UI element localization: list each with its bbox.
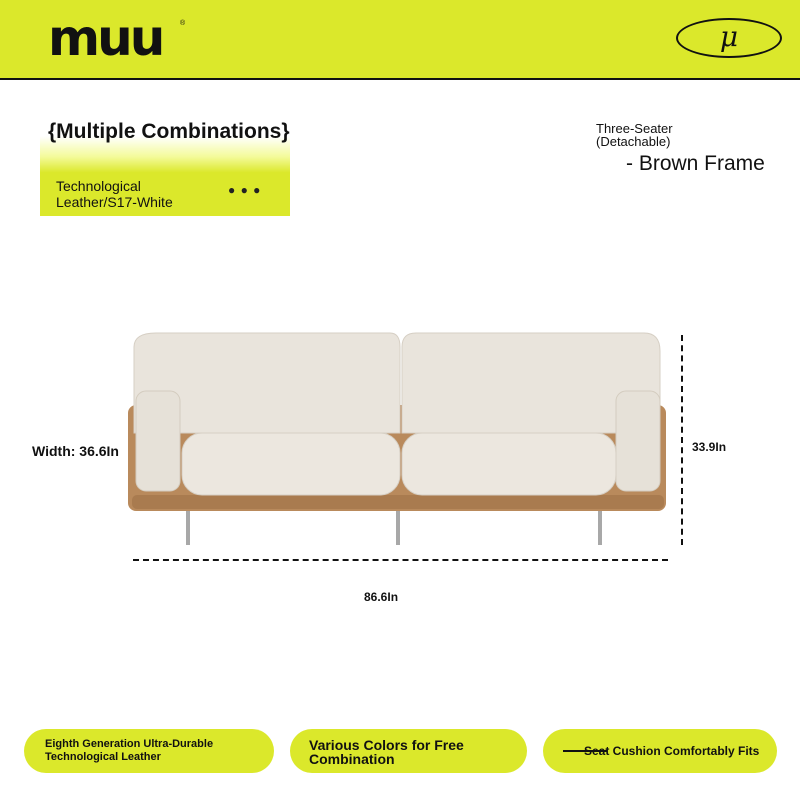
- sofa-image: [120, 325, 680, 550]
- feature-text: Eighth Generation Ultra-Durable Technological Leather: [45, 738, 214, 763]
- feature-text: Seat Cushion Comfortably Fits: [584, 744, 760, 758]
- combinations-title: {Multiple Combinations}: [48, 120, 290, 143]
- frame-label: - Brown Frame: [626, 152, 765, 175]
- material-label: Technological Leather/S17-White: [56, 178, 173, 210]
- feature-pill-seat-cushion[interactable]: [543, 729, 777, 773]
- brand-logo[interactable]: muu: [48, 9, 163, 67]
- feature-pill-durable-leather[interactable]: [24, 729, 274, 773]
- swatch-dots-icon: ● ● ●: [228, 183, 262, 197]
- strike-line: [563, 750, 607, 752]
- height-dimension-line: [681, 335, 683, 545]
- height-dimension-label: 33.9In: [692, 440, 727, 454]
- configuration-label: Three-Seater (Detachable): [596, 121, 673, 149]
- registered-mark: ®: [180, 20, 186, 27]
- length-dimension-line: [133, 559, 668, 561]
- length-dimension-label: 86.6In: [364, 590, 399, 604]
- mu-badge-icon[interactable]: μ: [676, 18, 782, 58]
- header-bar: [0, 0, 800, 80]
- width-dimension-label: Width: 36.6In: [32, 443, 119, 459]
- feature-pill-colors[interactable]: [290, 729, 527, 773]
- feature-text: Various Colors for Free Combination: [309, 737, 464, 767]
